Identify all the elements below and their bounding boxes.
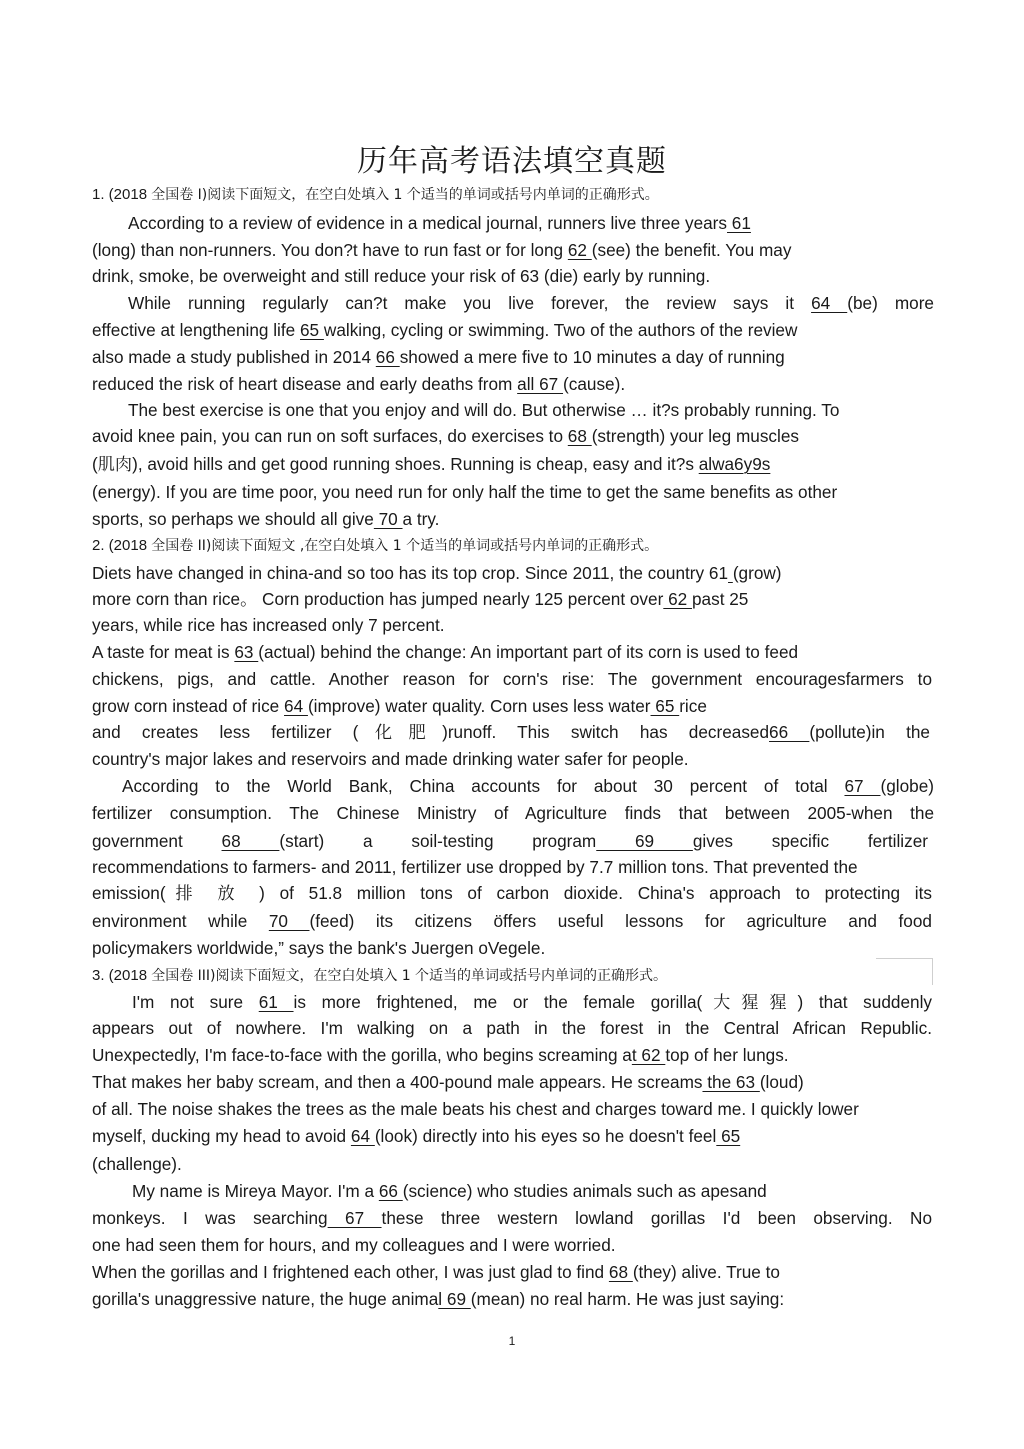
line-text: rice xyxy=(679,696,707,716)
line-text: walking, cycling or swimming. Two of the authors of the review xyxy=(323,320,798,340)
line-text: these three western lowland gorillas I'd been observing. No xyxy=(381,1208,932,1228)
answer-blank: 65 xyxy=(300,320,324,340)
line-text: grow corn instead of rice xyxy=(92,696,285,716)
line-text: years, while rice has increased only 7 percent. xyxy=(92,615,445,635)
answer-blank: 67 xyxy=(844,776,881,796)
heading-instruction: 全国卷 I)阅读下面短文，在空白处填入 xyxy=(151,187,390,203)
answer-blank: 65 xyxy=(716,1126,741,1146)
answer-blank: 66 xyxy=(769,722,810,742)
line-text: I'm not sure xyxy=(132,992,259,1012)
text-line xyxy=(92,668,932,690)
text-line xyxy=(92,1288,784,1310)
line-text: past 25 xyxy=(691,589,749,609)
heading-instruction: 全国卷 II)阅读下面短文 ,在空白处填入 1 个适当的单词或括号内单词的正确形式。 xyxy=(151,538,659,554)
line-text: of all. The noise shakes the trees as the male beats his chest and charges toward me. I quickly lower xyxy=(92,1099,859,1119)
line-text: (start) a soil-testing program xyxy=(279,831,597,851)
text-line xyxy=(92,830,928,852)
line-text: (strength) your leg muscles xyxy=(591,426,799,446)
line-text: (challenge). xyxy=(92,1154,182,1174)
line-text: is more frightened, me or the female gorilla(大猩猩) that suddenly xyxy=(293,992,932,1012)
page-number: 1 xyxy=(508,1334,516,1348)
text-line xyxy=(92,265,710,287)
answer-blank: 64 xyxy=(811,293,848,313)
heading-prefix: 2. (2018 xyxy=(92,537,148,554)
text-line xyxy=(92,1071,804,1093)
line-text: policymakers worldwide,” says the bank's Juergen oVegele. xyxy=(92,938,546,958)
text-line xyxy=(92,373,625,395)
line-text: (be) more xyxy=(847,293,934,313)
line-text: also made a study published in 2014 xyxy=(92,347,376,367)
line-text: (look) directly into his eyes so he doesn't feel xyxy=(374,1126,717,1146)
line-text: While running regularly can?t make you live forever, the review says it xyxy=(128,293,812,313)
line-text: drink, smoke, be overweight and still reduce your risk of 63 xyxy=(92,266,544,286)
line-text: That makes her baby scream, and then a 400-pound male appears. He screams xyxy=(92,1072,703,1092)
text-line xyxy=(128,292,934,314)
line-text: (science) who studies animals such as apesand xyxy=(402,1181,767,1201)
answer-blank: all 67 xyxy=(517,374,564,394)
section-heading xyxy=(92,535,658,555)
text-line xyxy=(92,508,439,530)
answer-blank: 61 xyxy=(727,213,751,233)
line-text: appears out of nowhere. I'm walking on a path in the forest in the Central African Republic. xyxy=(92,1018,932,1038)
line-text: environment while xyxy=(92,911,269,931)
section-heading xyxy=(92,184,659,204)
line-text: (grow) xyxy=(732,563,782,583)
text-line xyxy=(92,1017,932,1039)
text-line xyxy=(132,1180,767,1202)
line-text: showed a mere five to 10 minutes a day of running xyxy=(399,347,785,367)
answer-blank: alwa6y9s xyxy=(698,454,771,474)
scan-artifact-border xyxy=(876,958,933,985)
answer-blank: 64 xyxy=(284,696,308,716)
text-line xyxy=(92,1044,789,1066)
line-text: (肌肉), avoid hills and get good running shoes. Running is cheap, easy and it?s xyxy=(92,454,699,474)
line-text: The best exercise is one that you enjoy and will do. But otherwise … it?s probably running. To xyxy=(128,400,840,420)
text-line xyxy=(92,319,797,341)
answer-blank: 66 xyxy=(378,1181,403,1201)
answer-blank: 68 xyxy=(567,426,592,446)
heading-prefix: 3. (2018 xyxy=(92,967,148,984)
answer-blank: 61 xyxy=(258,992,294,1012)
answer-blank: t 62 xyxy=(631,1045,666,1065)
text-line xyxy=(92,239,791,261)
text-line xyxy=(92,1098,859,1120)
line-text: When the gorillas and I frightened each other, I was just glad to find xyxy=(92,1262,609,1282)
line-text: (globe) xyxy=(880,776,934,796)
line-text: one had seen them for hours, and my colleagues and I were worried. xyxy=(92,1235,616,1255)
text-line xyxy=(92,1234,616,1256)
line-text: A taste for meat is xyxy=(92,642,235,662)
text-line xyxy=(92,721,930,743)
line-text: (long) than non-runners. You don?t have to run fast or for long xyxy=(92,240,568,260)
line-text: a try. xyxy=(402,509,440,529)
text-line xyxy=(92,481,837,503)
text-line xyxy=(92,562,782,584)
line-text: (mean) no real harm. He was just saying: xyxy=(470,1289,785,1309)
answer-blank: the 63 xyxy=(702,1072,760,1092)
text-line xyxy=(92,425,799,447)
line-text: government xyxy=(92,831,222,851)
line-text: chickens, pigs, and cattle. Another reason for corn's rise: The government encouragesfarmers to xyxy=(92,669,932,689)
line-text: monkeys. I was searching xyxy=(92,1208,328,1228)
line-text: and creates less fertilizer (化肥)runoff. This switch has decreased xyxy=(92,722,770,742)
line-text: sports, so perhaps we should all give xyxy=(92,509,374,529)
line-text: (improve) water quality. Corn uses less water xyxy=(307,696,651,716)
heading-instruction-suffix: 1 个适当的单词或括号内单词的正确形式。 xyxy=(393,187,659,203)
answer-blank: 64 xyxy=(350,1126,375,1146)
line-text: Diets have changed in china-and so too has its top crop. Since 2011, the country 61 xyxy=(92,563,729,583)
text-line xyxy=(92,937,545,959)
line-text: (see) the benefit. You may xyxy=(591,240,792,260)
text-line xyxy=(92,1125,740,1147)
text-line xyxy=(92,695,707,717)
answer-blank: 63 xyxy=(234,642,259,662)
line-text: top of her lungs. xyxy=(665,1045,789,1065)
line-text: fertilizer consumption. The Chinese Ministry of Agriculture finds that between 2005-when the xyxy=(92,803,934,823)
text-line xyxy=(92,346,785,368)
answer-blank: 70 xyxy=(268,911,310,931)
line-text: According to a review of evidence in a medical journal, runners live three years xyxy=(128,213,728,233)
text-line xyxy=(92,1207,932,1229)
line-text: (energy). If you are time poor, you need run for only half the time to get the same benefits as other xyxy=(92,482,838,502)
text-line xyxy=(128,399,839,421)
answer-blank: 70 xyxy=(373,509,403,529)
line-text: (die) early by running. xyxy=(543,266,711,286)
answer-blank: 66 xyxy=(375,347,400,367)
section-heading xyxy=(92,965,667,985)
line-text: effective at lengthening life xyxy=(92,320,300,340)
line-text: My name is Mireya Mayor. I'm a xyxy=(132,1181,379,1201)
text-line xyxy=(122,775,934,797)
answer-blank: 69 xyxy=(596,831,693,851)
text-line xyxy=(92,748,689,770)
line-text: more corn than rice。 Corn production has jumped nearly 125 percent over xyxy=(92,589,664,609)
heading-prefix: 1. (2018 xyxy=(92,186,148,203)
line-text: According to the World Bank, China accounts for about 30 percent of total xyxy=(122,776,845,796)
line-text: Unexpectedly, I'm face-to-face with the gorilla, who begins screaming a xyxy=(92,1045,632,1065)
line-text: reduced the risk of heart disease and early deaths from xyxy=(92,374,518,394)
answer-blank: 68 xyxy=(608,1262,633,1282)
heading-instruction-suffix: 1 个适当的单词或括号内单词的正确形式。 xyxy=(401,968,668,984)
text-line xyxy=(92,588,748,610)
text-line xyxy=(92,1153,182,1175)
text-line xyxy=(128,212,751,234)
text-line xyxy=(92,1261,780,1283)
line-text: gives specific fertilizer xyxy=(692,831,928,851)
text-line xyxy=(92,453,770,475)
heading-instruction: 全国卷 III)阅读下面短文，在空白处填入 xyxy=(151,968,398,984)
text-line xyxy=(132,991,932,1013)
line-text: (actual) behind the change: An important part of its corn is used to feed xyxy=(258,642,799,662)
answer-blank: 65 xyxy=(650,696,680,716)
answer-blank: 62 xyxy=(663,589,692,609)
line-text: (feed) its citizens öffers useful lessons for agriculture and food xyxy=(309,911,932,931)
line-text: country's major lakes and reservoirs and made drinking water safer for people. xyxy=(92,749,689,769)
answer-blank: 67 xyxy=(327,1208,382,1228)
line-text: (they) alive. True to xyxy=(632,1262,780,1282)
answer-blank: l 69 xyxy=(438,1289,471,1309)
text-line xyxy=(92,802,934,824)
text-line xyxy=(92,882,932,904)
answer-blank: 62 xyxy=(567,240,592,260)
answer-blank: 68 xyxy=(221,831,280,851)
line-text: emission(排 放 ) of 51.8 million tons of carbon dioxide. China's approach to protecting its xyxy=(92,883,932,903)
line-text: gorilla's unaggressive nature, the huge anima xyxy=(92,1289,439,1309)
text-line xyxy=(92,856,858,878)
text-line xyxy=(92,614,445,636)
line-text: (pollute)in the xyxy=(809,722,930,742)
text-line xyxy=(92,641,798,663)
line-text: myself, ducking my head to avoid xyxy=(92,1126,351,1146)
text-line xyxy=(92,910,932,932)
page-title: 历年高考语法填空真题 xyxy=(357,144,667,179)
line-text: (cause). xyxy=(563,374,626,394)
line-text: avoid knee pain, you can run on soft surfaces, do exercises to xyxy=(92,426,568,446)
line-text: recommendations to farmers- and 2011, fertilizer use dropped by 7.7 million tons. That prevented the xyxy=(92,857,858,877)
line-text: (loud) xyxy=(759,1072,804,1092)
